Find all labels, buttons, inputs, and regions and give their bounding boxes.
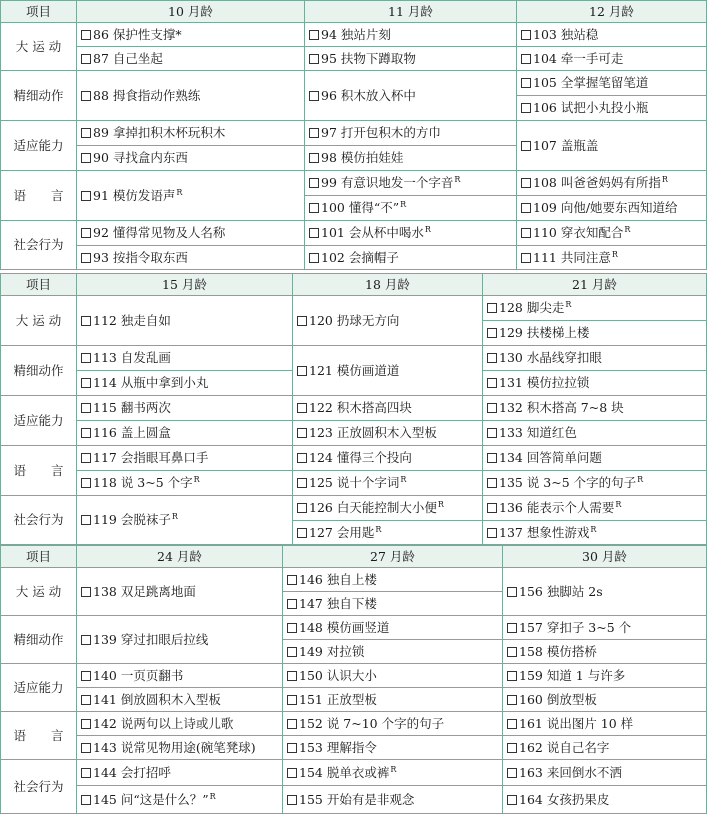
milestone-item[interactable]: 142 说两句以上诗或儿歌 (77, 712, 283, 736)
checkbox-icon[interactable] (521, 78, 531, 88)
checkbox-icon[interactable] (81, 743, 91, 753)
milestone-item[interactable]: 135 说 3~5 个字的句子$^R$ (483, 471, 707, 496)
table-row (1, 246, 707, 270)
checkbox-icon[interactable] (81, 353, 91, 363)
table-row (1, 47, 707, 71)
milestone-item[interactable]: 156 独脚站 2s (503, 568, 707, 616)
checkbox-icon[interactable] (487, 403, 497, 413)
report-mark: R (611, 249, 618, 259)
checkbox-icon[interactable] (487, 378, 497, 388)
milestone-item[interactable]: 139 穿过扣眼后拉线 (77, 616, 283, 664)
milestone-item[interactable]: 115 翻书两次 (77, 396, 293, 421)
checkbox-icon[interactable] (487, 353, 497, 363)
category-fine-motor: 精细动作 (1, 346, 77, 396)
checkbox-icon[interactable] (487, 328, 497, 338)
checkbox-icon[interactable] (81, 671, 91, 681)
checkbox-icon[interactable] (81, 403, 91, 413)
checkbox-icon[interactable] (507, 719, 517, 729)
report-mark: R (615, 500, 622, 510)
checkbox-icon[interactable] (507, 743, 517, 753)
col-header-item: 项目 (1, 546, 77, 568)
milestone-item[interactable]: 105 全掌握笔留笔道 (517, 71, 707, 96)
milestone-item[interactable]: 103 独站稳 (517, 23, 707, 47)
checkbox-icon[interactable] (507, 795, 517, 805)
checkbox-icon[interactable] (287, 575, 297, 585)
checkbox-icon[interactable] (81, 253, 91, 263)
checkbox-icon[interactable] (81, 768, 91, 778)
report-mark: R (437, 500, 444, 510)
report-mark: R (424, 225, 431, 235)
table-row (1, 736, 707, 760)
report-mark: R (624, 225, 631, 235)
checkbox-icon[interactable] (287, 695, 297, 705)
checkbox-icon[interactable] (487, 528, 497, 538)
milestone-item[interactable]: 94 独站片刻 (305, 23, 517, 47)
report-mark: R (375, 524, 382, 534)
milestone-item[interactable]: 119 会脱袜子$^R$ (77, 496, 293, 545)
table-row (1, 688, 707, 712)
milestone-item[interactable]: 126 白天能控制大小便$^R$ (293, 496, 483, 521)
category-adaptive: 适应能力 (1, 121, 77, 171)
milestone-item[interactable]: 148 模仿画竖道 (283, 616, 503, 640)
milestone-item[interactable]: 149 对拉锁 (283, 640, 503, 664)
checkbox-icon[interactable] (309, 178, 319, 188)
milestone-item[interactable]: 151 正放型板 (283, 688, 503, 712)
milestone-item[interactable]: 96 积木放入杯中 (305, 71, 517, 121)
milestone-item[interactable]: 117 会指眼耳鼻口手 (77, 446, 293, 471)
milestone-item[interactable]: 133 知道红色 (483, 421, 707, 446)
table-row (1, 616, 707, 640)
report-mark: R (209, 791, 216, 801)
table-row (1, 171, 707, 196)
milestone-item[interactable]: 150 认识大小 (283, 664, 503, 688)
category-social: 社会行为 (1, 496, 77, 545)
report-mark: R (400, 475, 407, 485)
age-header-18: 18 月龄 (293, 274, 483, 296)
checkbox-icon[interactable] (297, 403, 307, 413)
milestone-item[interactable]: 98 模仿拍娃娃 (305, 146, 517, 171)
milestone-item[interactable]: 143 说常见物用途(碗笔凳球) (77, 736, 283, 760)
checkbox-icon[interactable] (81, 30, 91, 40)
table-block-24-30-months (0, 545, 707, 814)
milestone-item[interactable]: 130 水晶线穿扣眼 (483, 346, 707, 371)
table-row (1, 712, 707, 736)
milestone-item[interactable]: 146 独自上楼 (283, 568, 503, 592)
milestone-item[interactable]: 100 懂得“不”$^R$ (305, 196, 517, 221)
checkbox-icon[interactable] (81, 635, 91, 645)
milestone-item[interactable]: 89 拿掉扣积木杯玩积木 (77, 121, 305, 146)
checkbox-icon[interactable] (487, 478, 497, 488)
milestone-item[interactable]: 93 按指令取东西 (77, 246, 305, 270)
milestone-item[interactable]: 141 倒放圆积木入型板 (77, 688, 283, 712)
milestone-item[interactable]: 147 独自下楼 (283, 592, 503, 616)
milestone-item[interactable]: 162 说自己名字 (503, 736, 707, 760)
age-header-10: 10 月龄 (77, 1, 305, 23)
category-gross-motor: 大 运 动 (1, 568, 77, 616)
table-row (1, 221, 707, 246)
report-mark: R (176, 187, 183, 197)
table-row (1, 496, 707, 521)
checkbox-icon[interactable] (81, 428, 91, 438)
milestone-item[interactable]: 153 理解指令 (283, 736, 503, 760)
checkbox-icon[interactable] (521, 103, 531, 113)
category-social: 社会行为 (1, 221, 77, 270)
checkbox-icon[interactable] (309, 54, 319, 64)
milestone-item[interactable]: 110 穿衣知配合$^R$ (517, 221, 707, 246)
age-header-12: 12 月龄 (517, 1, 707, 23)
checkbox-icon[interactable] (507, 671, 517, 681)
milestone-item[interactable]: 161 说出图片 10 样 (503, 712, 707, 736)
age-header-21: 21 月龄 (483, 274, 707, 296)
checkbox-icon[interactable] (81, 453, 91, 463)
category-language: 语 言 (1, 712, 77, 760)
checkbox-icon[interactable] (507, 647, 517, 657)
checkbox-icon[interactable] (521, 203, 531, 213)
checkbox-icon[interactable] (297, 453, 307, 463)
checkbox-icon[interactable] (309, 203, 319, 213)
milestone-item[interactable]: 116 盖上圆盒 (77, 421, 293, 446)
milestone-item[interactable]: 123 正放圆积木入型板 (293, 421, 483, 446)
checkbox-icon[interactable] (309, 253, 319, 263)
milestone-item[interactable]: 124 懂得三个投向 (293, 446, 483, 471)
milestone-item[interactable]: 163 来回倒水不洒 (503, 760, 707, 786)
checkbox-icon[interactable] (81, 316, 91, 326)
header-row (1, 1, 707, 23)
milestone-item[interactable]: 132 积木搭高 7~8 块 (483, 396, 707, 421)
checkbox-icon[interactable] (81, 91, 91, 101)
report-mark: R (454, 175, 461, 185)
category-gross-motor: 大 运 动 (1, 296, 77, 346)
checkbox-icon[interactable] (287, 599, 297, 609)
table-row (1, 346, 707, 371)
table-row (1, 471, 707, 496)
milestone-item[interactable]: 99 有意识地发一个字音$^R$ (305, 171, 517, 196)
checkbox-icon[interactable] (287, 623, 297, 633)
checkbox-icon[interactable] (81, 54, 91, 64)
table-row (1, 664, 707, 688)
checkbox-icon[interactable] (287, 743, 297, 753)
checkbox-icon[interactable] (81, 795, 91, 805)
milestone-item[interactable]: 154 脱单衣或裤$^R$ (283, 760, 503, 786)
checkbox-icon[interactable] (287, 719, 297, 729)
report-mark: R (171, 512, 178, 522)
checkbox-icon[interactable] (487, 503, 497, 513)
category-fine-motor: 精细动作 (1, 71, 77, 121)
checkbox-icon[interactable] (297, 478, 307, 488)
checkbox-icon[interactable] (297, 428, 307, 438)
milestone-item[interactable]: 118 说 3~5 个字$^R$ (77, 471, 293, 496)
milestone-item[interactable]: 121 模仿画道道 (293, 346, 483, 396)
milestone-item[interactable]: 140 一页页翻书 (77, 664, 283, 688)
checkbox-icon[interactable] (81, 228, 91, 238)
milestone-item[interactable]: 155 开始有是非观念 (283, 786, 503, 814)
age-header-11: 11 月龄 (305, 1, 517, 23)
category-gross-motor: 大 运 动 (1, 23, 77, 71)
milestone-item[interactable]: 104 牵一手可走 (517, 47, 707, 71)
milestone-item[interactable]: 134 回答简单问题 (483, 446, 707, 471)
table-row (1, 786, 707, 814)
checkbox-icon[interactable] (81, 478, 91, 488)
checkbox-icon[interactable] (309, 91, 319, 101)
milestone-item[interactable]: 111 共同注意$^R$ (517, 246, 707, 270)
checkbox-icon[interactable] (81, 587, 91, 597)
table-row (1, 568, 707, 592)
checkbox-icon[interactable] (297, 528, 307, 538)
checkbox-icon[interactable] (487, 453, 497, 463)
milestone-item[interactable]: 138 双足跳离地面 (77, 568, 283, 616)
checkbox-icon[interactable] (521, 228, 531, 238)
checkbox-icon[interactable] (81, 515, 91, 525)
milestone-item[interactable]: 95 扶物下蹲取物 (305, 47, 517, 71)
col-header-item: 项目 (1, 274, 77, 296)
report-mark: R (565, 300, 572, 310)
category-language: 语 言 (1, 446, 77, 496)
category-adaptive: 适应能力 (1, 664, 77, 712)
checkbox-icon[interactable] (81, 191, 91, 201)
report-mark: R (637, 475, 644, 485)
milestone-item[interactable]: 97 打开包积木的方巾 (305, 121, 517, 146)
checkbox-icon[interactable] (297, 316, 307, 326)
milestone-item[interactable]: 120 扔球无方向 (293, 296, 483, 346)
checkbox-icon[interactable] (309, 228, 319, 238)
table-block-10-12-months (0, 0, 707, 270)
checkbox-icon[interactable] (507, 623, 517, 633)
milestone-item[interactable]: 129 扶楼梯上楼 (483, 321, 707, 346)
table-row (1, 396, 707, 421)
table-row (1, 760, 707, 786)
age-header-15: 15 月龄 (77, 274, 293, 296)
milestone-item[interactable]: 160 倒放型板 (503, 688, 707, 712)
milestone-item[interactable]: 125 说十个字词$^R$ (293, 471, 483, 496)
checkbox-icon[interactable] (309, 30, 319, 40)
milestone-item[interactable]: 136 能表示个人需要$^R$ (483, 496, 707, 521)
table-row (1, 446, 707, 471)
checkbox-icon[interactable] (507, 768, 517, 778)
age-header-30: 30 月龄 (503, 546, 707, 568)
age-header-27: 27 月龄 (283, 546, 503, 568)
milestone-item[interactable]: 92 懂得常见物及人名称 (77, 221, 305, 246)
milestone-item[interactable]: 112 独走自如 (77, 296, 293, 346)
milestone-item[interactable]: 164 女孩扔果皮 (503, 786, 707, 814)
age-header-24: 24 月龄 (77, 546, 283, 568)
checkbox-icon[interactable] (81, 695, 91, 705)
checkbox-icon[interactable] (297, 366, 307, 376)
checkbox-icon[interactable] (487, 428, 497, 438)
milestone-item[interactable]: 137 想象性游戏$^R$ (483, 521, 707, 545)
milestone-item[interactable]: 107 盖瓶盖 (517, 121, 707, 171)
milestone-item[interactable]: 106 试把小丸投小瓶 (517, 96, 707, 121)
category-social: 社会行为 (1, 760, 77, 814)
checkbox-icon[interactable] (287, 671, 297, 681)
table-row (1, 421, 707, 446)
category-adaptive: 适应能力 (1, 396, 77, 446)
milestone-item[interactable]: 145 问“这是什么？”$^R$ (77, 786, 283, 814)
milestone-item[interactable]: 159 知道 1 与许多 (503, 664, 707, 688)
milestone-item[interactable]: 113 自发乱画 (77, 346, 293, 371)
checkbox-icon[interactable] (309, 153, 319, 163)
milestone-item[interactable]: 144 会打招呼 (77, 760, 283, 786)
milestone-item[interactable]: 131 模仿拉拉锁 (483, 371, 707, 396)
milestone-item[interactable]: 128 脚尖走$^R$ (483, 296, 707, 321)
milestone-item[interactable]: 102 会摘帽子 (305, 246, 517, 270)
checkbox-icon[interactable] (521, 30, 531, 40)
milestone-item[interactable]: 90 寻找盒内东西 (77, 146, 305, 171)
milestone-item[interactable]: 88 拇食指动作熟练 (77, 71, 305, 121)
table-row (1, 71, 707, 96)
checkbox-icon[interactable] (287, 795, 297, 805)
header-row (1, 274, 707, 296)
checkbox-icon[interactable] (521, 54, 531, 64)
milestone-item[interactable]: 91 模仿发语声$^R$ (77, 171, 305, 221)
report-mark: R (193, 475, 200, 485)
milestone-item[interactable]: 152 说 7~10 个字的句子 (283, 712, 503, 736)
checkbox-icon[interactable] (309, 128, 319, 138)
checkbox-icon[interactable] (507, 587, 517, 597)
table-row (1, 296, 707, 321)
milestone-item[interactable]: 157 穿扣子 3~5 个 (503, 616, 707, 640)
milestone-item[interactable]: 101 会从杯中喝水$^R$ (305, 221, 517, 246)
category-language: 语 言 (1, 171, 77, 221)
checkbox-icon[interactable] (81, 153, 91, 163)
report-mark: R (590, 524, 597, 534)
header-row (1, 546, 707, 568)
report-mark: R (661, 175, 668, 185)
category-fine-motor: 精细动作 (1, 616, 77, 664)
checkbox-icon[interactable] (521, 141, 531, 151)
table-row (1, 121, 707, 146)
milestone-item[interactable]: 109 向他/她要东西知道给 (517, 196, 707, 221)
checkbox-icon[interactable] (81, 128, 91, 138)
checkbox-icon[interactable] (287, 768, 297, 778)
table-row (1, 23, 707, 47)
milestone-item[interactable]: 127 会用匙$^R$ (293, 521, 483, 545)
milestone-item[interactable]: 158 模仿搭桥 (503, 640, 707, 664)
checkbox-icon[interactable] (507, 695, 517, 705)
checkbox-icon[interactable] (521, 178, 531, 188)
report-mark: R (390, 764, 397, 774)
checkbox-icon[interactable] (487, 303, 497, 313)
checkbox-icon[interactable] (81, 378, 91, 388)
checkbox-icon[interactable] (81, 719, 91, 729)
checkbox-icon[interactable] (297, 503, 307, 513)
milestone-item[interactable]: 86 保护性支撑* (77, 23, 305, 47)
report-mark: R (400, 200, 407, 210)
checkbox-icon[interactable] (521, 253, 531, 263)
milestone-item[interactable]: 87 自己坐起 (77, 47, 305, 71)
milestone-item[interactable]: 108 叫爸爸妈妈有所指$^R$ (517, 171, 707, 196)
checkbox-icon[interactable] (287, 647, 297, 657)
col-header-item: 项目 (1, 1, 77, 23)
milestone-item[interactable]: 114 从瓶中拿到小丸 (77, 371, 293, 396)
milestone-item[interactable]: 122 积木搭高四块 (293, 396, 483, 421)
table-block-15-21-months (0, 273, 707, 545)
